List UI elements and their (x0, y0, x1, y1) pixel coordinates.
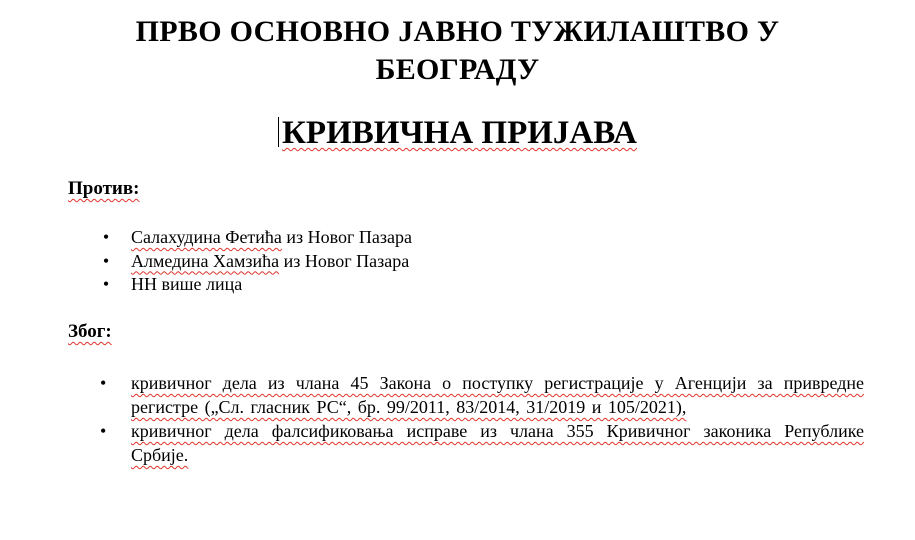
header-line-1: ПРВО ОСНОВНО ЈАВНО ТУЖИЛАШТВО У (135, 15, 780, 48)
list-item (100, 250, 412, 274)
document-title (0, 113, 915, 153)
person-origin: из Новог Пазара (279, 250, 410, 271)
bullet: • (102, 274, 110, 294)
person-name: НН више лица (131, 274, 243, 294)
list-item (100, 226, 412, 250)
person-origin: из Новог Пазара (281, 227, 412, 247)
text-cursor (278, 117, 279, 147)
reason-text: кривичног дела фалсификовања исправе из члана 355 Кривичног законика Републике Србије. (131, 421, 864, 465)
bullet: • (102, 250, 110, 271)
bullet: • (102, 227, 110, 247)
bullet: • (100, 373, 107, 393)
against-label: Против: (68, 178, 140, 199)
against-list (100, 226, 412, 297)
person-name: Алмедина Хамзића (131, 250, 280, 271)
because-label: Због: (68, 321, 112, 342)
header-line-2: БЕОГРАДУ (375, 53, 540, 86)
list-item (100, 371, 864, 419)
reasons-list (100, 371, 864, 467)
list-item (100, 273, 412, 297)
person-name: Салахудина Фетића (131, 227, 282, 247)
bullet: • (100, 421, 107, 441)
list-item (100, 419, 864, 467)
reason-text: кривичног дела из члана 45 Закона о поступку регистрације у Агенцији за привредне регистре („Сл. гласник РС“, бр. 99/2011, 83/2014, 31/2019 и 105/2021), (131, 373, 864, 417)
document-title-text: КРИВИЧНА ПРИЈАВА (282, 115, 637, 151)
